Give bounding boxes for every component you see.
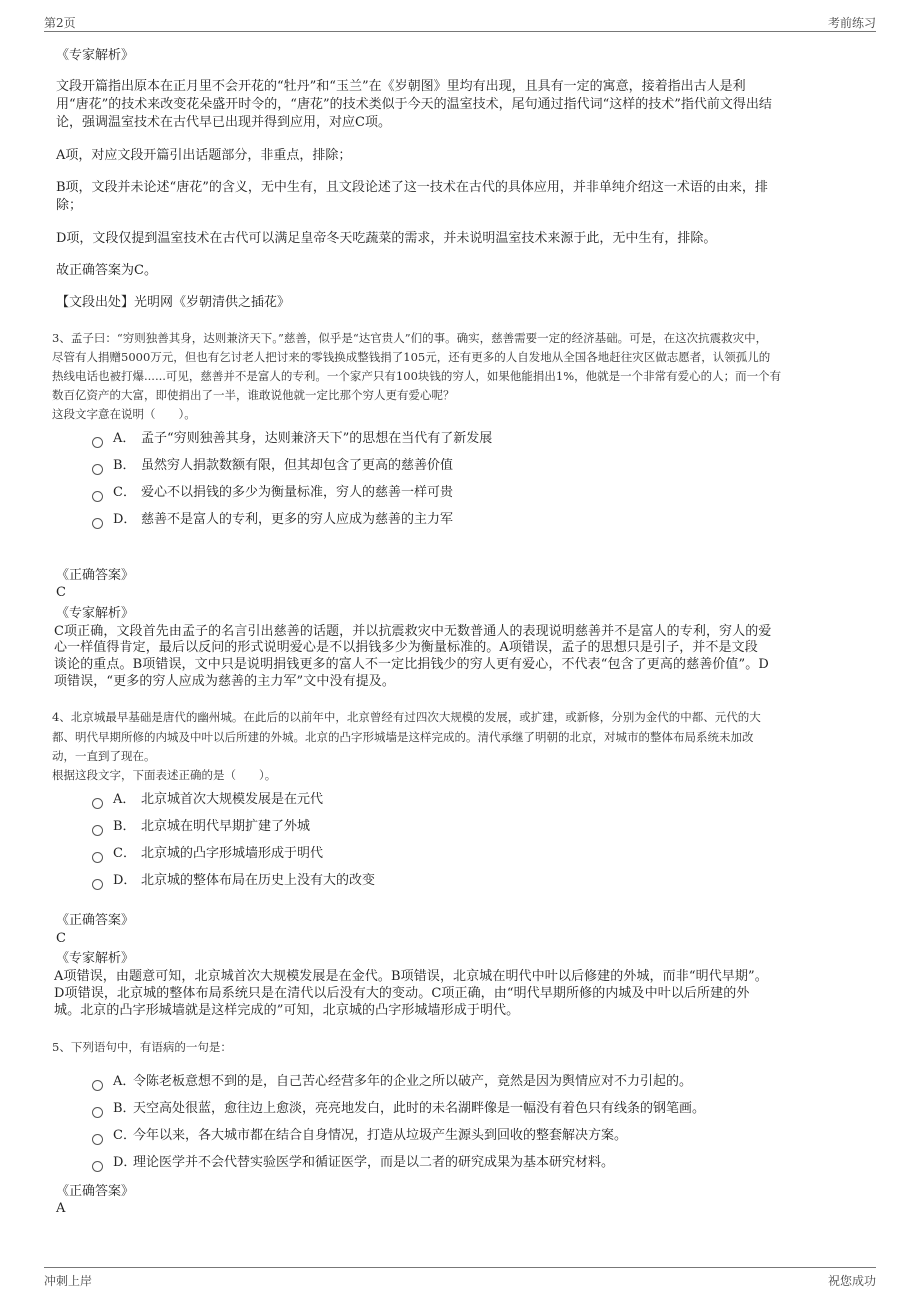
option-letter: C． xyxy=(113,846,136,861)
q3-stem-line: 3、孟子曰：“穷则独善其身，达则兼济天下。”慈善，似乎是“达官贵人”们的事。确实，慈善需要一定的经济基础。可是，在这次抗震救灾中， xyxy=(52,331,768,345)
q5-stem: 5、下列语句中，有语病的一句是： xyxy=(52,1040,232,1054)
radio-icon[interactable] xyxy=(92,1161,103,1172)
option-letter: D． xyxy=(113,873,137,888)
option-letter: B． xyxy=(113,819,136,834)
footer-right-text: 祝您成功 xyxy=(827,1274,876,1288)
option-text: 令陈老板意想不到的是，自己苦心经营多年的企业之所以破产，竟然是因为舆情应对不力引起的。 xyxy=(133,1074,693,1089)
q2-option-b-analysis: 除； xyxy=(56,198,83,213)
option-text: 虽然穷人捐款数额有限，但其却包含了更高的慈善价值 xyxy=(141,458,454,473)
radio-icon[interactable] xyxy=(92,491,103,502)
radio-icon[interactable] xyxy=(92,464,103,475)
q4-analysis-line: A项错误，由题意可知，北京城首次大规模发展是在金代。B项错误，北京城在明代中叶以后修建的外城，而非“明代早期”。 xyxy=(54,969,768,984)
q2-analysis-line: 文段开篇指出原本在正月里不会开花的“牡丹”和“玉兰”在《岁朝图》里均有出现，且具有一定的寓意，接着指出古人是利 xyxy=(56,79,746,94)
q2-option-a-analysis: A项，对应文段开篇引出话题部分，非重点，排除； xyxy=(56,148,352,163)
footer-rule xyxy=(44,1267,876,1268)
option-letter: D． xyxy=(113,1155,137,1170)
q4-option-b[interactable] xyxy=(92,816,310,838)
q3-option-d[interactable] xyxy=(92,509,453,531)
radio-icon[interactable] xyxy=(92,1107,103,1118)
option-text: 天空高处很蓝，愈往边上愈淡，亮亮地发白，此时的未名湖畔像是一幅没有着色只有线条的钢笔画。 xyxy=(133,1101,706,1116)
q2-option-d-analysis: D项，文段仅提到温室技术在古代可以满足皇帝冬天吃蔬菜的需求，并未说明温室技术来源于此，无中生有，排除。 xyxy=(56,231,717,246)
page-header xyxy=(44,14,876,31)
option-text: 北京城在明代早期扩建了外城 xyxy=(141,819,311,834)
footer-left-text: 冲刺上岸 xyxy=(44,1274,93,1288)
q2-expert-heading: 《专家解析》 xyxy=(56,48,135,63)
q4-analysis-line: 城。北京的凸字形城墙就是这样完成的”可知，北京城的凸字形城墙形成于明代。 xyxy=(54,1003,520,1018)
q3-option-a[interactable] xyxy=(92,428,492,450)
q4-answer: C xyxy=(56,931,66,946)
q3-analysis-line: 心一样值得肯定，最后以反问的形式说明爱心是不以捐钱多少为衡量标准的。A项错误，孟子的思想只是引子，并不是文段 xyxy=(54,640,758,655)
option-letter: D． xyxy=(113,512,137,527)
q4-option-d[interactable] xyxy=(92,870,375,892)
q2-source: 【文段出处】光明网《岁朝清供之插花》 xyxy=(56,295,291,310)
page-footer xyxy=(44,1272,876,1289)
q3-answer: C xyxy=(56,585,66,600)
option-text: 北京城的凸字形城墙形成于明代 xyxy=(141,846,324,861)
q3-option-c[interactable] xyxy=(92,482,453,504)
q2-option-b-analysis: B项，文段并未论述“唐花”的含义，无中生有，且文段论述了这一技术在古代的具体应用，并非单纯介绍这一术语的由来，排 xyxy=(56,180,768,195)
q5-answer: A xyxy=(56,1201,66,1216)
q2-conclusion: 故正确答案为C。 xyxy=(56,263,157,278)
option-letter: B． xyxy=(113,458,136,473)
radio-icon[interactable] xyxy=(92,518,103,529)
q4-answer-heading: 《正确答案》 xyxy=(56,913,135,928)
q5-answer-heading: 《正确答案》 xyxy=(56,1184,135,1199)
q3-analysis-line: 谈论的重点。B项错误，文中只是说明捐钱更多的富人不一定比捐钱少的穷人更有爱心，不代表“包含了更高的慈善价值”。D xyxy=(54,657,769,672)
q5-option-c[interactable] xyxy=(92,1125,627,1147)
q4-analysis-line: D项错误，北京城的整体布局系统只是在清代以后没有大的变动。C项正确，由“明代早期所修的内城及中叶以后所建的外 xyxy=(54,986,750,1001)
q3-stem-line: 数百亿资产的大富，即使捐出了一半，谁敢说他就一定比那个穷人更有爱心呢？ xyxy=(52,388,455,402)
q3-expert-heading: 《专家解析》 xyxy=(56,606,135,621)
option-letter: A． xyxy=(113,431,136,446)
q4-option-a[interactable] xyxy=(92,789,323,811)
q4-option-c[interactable] xyxy=(92,843,323,865)
q5-option-a[interactable] xyxy=(92,1071,692,1093)
radio-icon[interactable] xyxy=(92,437,103,448)
option-letter: C． xyxy=(113,485,136,500)
option-letter: A． xyxy=(113,1074,136,1089)
radio-icon[interactable] xyxy=(92,1134,103,1145)
radio-icon[interactable] xyxy=(92,879,103,890)
option-text: 北京城的整体布局在历史上没有大的改变 xyxy=(141,873,376,888)
radio-icon[interactable] xyxy=(92,798,103,809)
q4-stem-line: 都、明代早期所修的内城及中叶以后所建的外城。北京的凸字形城墙是这样完成的。清代承继了明朝的北京，对城市的整体布局系统未加改 xyxy=(52,730,754,744)
q3-question: 这段文字意在说明（ ）。 xyxy=(52,407,196,421)
q3-option-b[interactable] xyxy=(92,455,453,477)
q3-analysis-line: C项正确，文段首先由孟子的名言引出慈善的话题，并以抗震救灾中无数普通人的表现说明慈善并不是富人的专利，穷人的爱 xyxy=(54,624,772,639)
q3-stem-line: 尽管有人捐赠5000万元，但也有乞讨老人把讨来的零钱换成整钱捐了105元，还有更多的人自发地从全国各地赶往灾区做志愿者，认领孤儿的 xyxy=(52,350,771,364)
radio-icon[interactable] xyxy=(92,825,103,836)
q4-question: 根据这段文字，下面表述正确的是（ ）。 xyxy=(52,768,277,782)
radio-icon[interactable] xyxy=(92,852,103,863)
q4-stem-line: 4、北京城最早基础是唐代的幽州城。在此后的以前年中，北京曾经有过四次大规模的发展，或扩建，或新修，分别为金代的中都、元代的大 xyxy=(52,710,761,724)
page-number: 第2页 xyxy=(44,16,76,30)
q2-analysis-line: 论，强调温室技术在古代早已出现并得到应用，对应C项。 xyxy=(56,115,391,130)
option-letter: C． xyxy=(113,1128,136,1143)
q4-expert-heading: 《专家解析》 xyxy=(56,951,135,966)
option-text: 今年以来，各大城市都在结合自身情况，打造从垃圾产生源头到回收的整套解决方案。 xyxy=(133,1128,628,1143)
q5-option-b[interactable] xyxy=(92,1098,705,1120)
q2-analysis-line: 用“唐花”的技术来改变花朵盛开时令的，“唐花”的技术类似于今天的温室技术，尾句通过指代词“这样的技术”指代前文得出结 xyxy=(56,97,772,112)
option-text: 爱心不以捐钱的多少为衡量标准，穷人的慈善一样可贵 xyxy=(141,485,454,500)
header-title: 考前练习 xyxy=(827,16,876,30)
q3-answer-heading: 《正确答案》 xyxy=(56,568,135,583)
option-letter: A． xyxy=(113,792,136,807)
header-rule xyxy=(44,31,876,32)
option-text: 孟子“穷则独善其身，达则兼济天下”的思想在当代有了新发展 xyxy=(141,431,493,446)
option-letter: B． xyxy=(113,1101,136,1116)
radio-icon[interactable] xyxy=(92,1080,103,1091)
option-text: 理论医学并不会代替实验医学和循证医学，而是以二者的研究成果为基本研究材料。 xyxy=(133,1155,615,1170)
option-text: 北京城首次大规模发展是在元代 xyxy=(141,792,324,807)
q3-analysis-line: 项错误，“更多的穷人应成为慈善的主力军”文中没有提及。 xyxy=(54,674,395,689)
q3-stem-line: 热线电话也被打爆......可见，慈善并不是富人的专利。一个家产只有100块钱的穷人，如果他能捐出1%，他就是一个非常有爱心的人；而一个有 xyxy=(52,369,782,383)
q5-option-d[interactable] xyxy=(92,1152,614,1174)
q4-stem-line: 动，一直到了现在。 xyxy=(52,749,156,763)
option-text: 慈善不是富人的专利，更多的穷人应成为慈善的主力军 xyxy=(141,512,454,527)
